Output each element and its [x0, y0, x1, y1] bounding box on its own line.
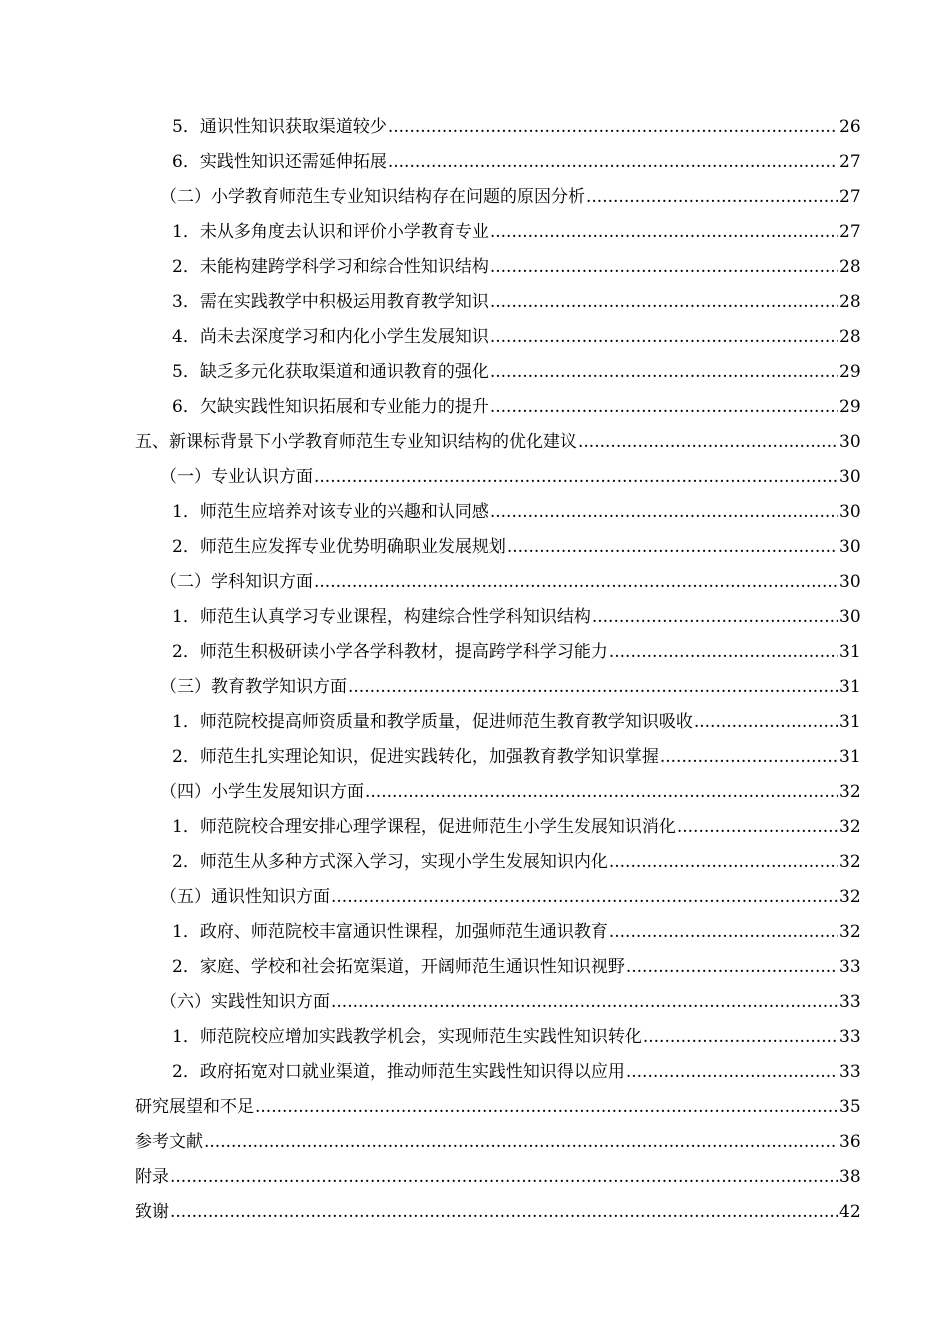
toc-dot-leader: [170, 1195, 838, 1230]
toc-entry[interactable]: [0, 985, 950, 1020]
toc-dot-leader: [331, 985, 838, 1020]
toc-entry-page-number: 27: [839, 152, 861, 172]
toc-entry-page-number: 30: [839, 467, 861, 487]
toc-entry-title: 5．通识性知识获取渠道较少: [172, 117, 387, 137]
toc-entry-title: 4．尚未去深度学习和内化小学生发展知识: [172, 327, 489, 347]
toc-dot-leader: [490, 495, 838, 530]
toc-entry-page-number: 28: [839, 292, 861, 312]
toc-dot-leader: [204, 1125, 838, 1160]
toc-entry-title: 1．师范生认真学习专业课程，构建综合性学科知识结构: [172, 607, 591, 627]
toc-entry[interactable]: [0, 145, 950, 180]
toc-entry[interactable]: [0, 1090, 950, 1125]
toc-entry-page-number: 30: [839, 432, 861, 452]
toc-dot-leader: [490, 355, 838, 390]
toc-entry-title: （五）通识性知识方面: [160, 887, 330, 907]
toc-entry-page-number: 31: [839, 642, 861, 662]
toc-dot-leader: [365, 775, 838, 810]
toc-entry-page-number: 29: [839, 362, 861, 382]
toc-entry-page-number: 32: [839, 852, 861, 872]
toc-entry[interactable]: [0, 390, 950, 425]
toc-entry[interactable]: [0, 530, 950, 565]
toc-entry[interactable]: [0, 705, 950, 740]
toc-entry-page-number: 33: [839, 957, 861, 977]
toc-entry[interactable]: [0, 600, 950, 635]
toc-entry[interactable]: [0, 460, 950, 495]
toc-entry[interactable]: [0, 355, 950, 390]
toc-entry[interactable]: [0, 180, 950, 215]
toc-entry[interactable]: [0, 320, 950, 355]
toc-entry-page-number: 28: [839, 257, 861, 277]
toc-entry-title: 2．师范生应发挥专业优势明确职业发展规划: [172, 537, 506, 557]
toc-entry-title: 致谢: [135, 1202, 169, 1222]
toc-dot-leader: [626, 950, 838, 985]
toc-entry[interactable]: [0, 635, 950, 670]
toc-entry-title: 2．政府拓宽对口就业渠道，推动师范生实践性知识得以应用: [172, 1062, 625, 1082]
toc-entry-title: 6．实践性知识还需延伸拓展: [172, 152, 387, 172]
toc-entry[interactable]: [0, 425, 950, 460]
toc-entry-page-number: 36: [839, 1132, 861, 1152]
toc-entry[interactable]: [0, 285, 950, 320]
toc-dot-leader: [626, 1055, 838, 1090]
toc-dot-leader: [694, 705, 838, 740]
toc-dot-leader: [586, 180, 838, 215]
toc-entry[interactable]: [0, 110, 950, 145]
toc-entry-page-number: 27: [839, 222, 861, 242]
toc-entry[interactable]: [0, 950, 950, 985]
toc-dot-leader: [331, 880, 838, 915]
toc-dot-leader: [609, 915, 838, 950]
toc-entry-title: 附录: [135, 1167, 169, 1187]
toc-entry-title: 2．师范生积极研读小学各学科教材，提高跨学科学习能力: [172, 642, 608, 662]
toc-entry-title: 2．师范生扎实理论知识，促进实践转化，加强教育教学知识掌握: [172, 747, 659, 767]
toc-entry[interactable]: [0, 775, 950, 810]
toc-entry-title: 参考文献: [135, 1132, 203, 1152]
toc-entry-title: （二）小学教育师范生专业知识结构存在问题的原因分析: [160, 187, 585, 207]
toc-entry-title: （二）学科知识方面: [160, 572, 313, 592]
toc-entry[interactable]: [0, 1020, 950, 1055]
toc-dot-leader: [388, 110, 838, 145]
toc-entry[interactable]: [0, 1125, 950, 1160]
toc-dot-leader: [490, 285, 838, 320]
toc-dot-leader: [388, 145, 838, 180]
toc-entry-title: 5．缺乏多元化获取渠道和通识教育的强化: [172, 362, 489, 382]
toc-entry-title: 6．欠缺实践性知识拓展和专业能力的提升: [172, 397, 489, 417]
toc-entry-page-number: 32: [839, 782, 861, 802]
toc-dot-leader: [643, 1020, 838, 1055]
toc-entry-page-number: 32: [839, 922, 861, 942]
toc-dot-leader: [592, 600, 838, 635]
toc-entry[interactable]: [0, 250, 950, 285]
toc-entry-page-number: 33: [839, 992, 861, 1012]
toc-entry-page-number: 31: [839, 677, 861, 697]
toc-dot-leader: [660, 740, 838, 775]
toc-entry-page-number: 32: [839, 887, 861, 907]
toc-entry-title: 2．家庭、学校和社会拓宽渠道，开阔师范生通识性知识视野: [172, 957, 625, 977]
toc-entry-title: 2．师范生从多种方式深入学习，实现小学生发展知识内化: [172, 852, 608, 872]
toc-entry[interactable]: [0, 495, 950, 530]
toc-entry-page-number: 35: [839, 1097, 861, 1117]
toc-dot-leader: [314, 565, 838, 600]
toc-entry-title: 1．政府、师范院校丰富通识性课程，加强师范生通识教育: [172, 922, 608, 942]
toc-entry-page-number: 31: [839, 747, 861, 767]
toc-dot-leader: [490, 250, 838, 285]
table-of-contents: [0, 110, 950, 1230]
toc-dot-leader: [609, 635, 838, 670]
toc-entry-title: 1．师范生应培养对该专业的兴趣和认同感: [172, 502, 489, 522]
toc-entry-page-number: 27: [839, 187, 861, 207]
toc-entry-title: 1．未从多角度去认识和评价小学教育专业: [172, 222, 489, 242]
toc-entry-page-number: 30: [839, 607, 861, 627]
toc-dot-leader: [677, 810, 838, 845]
toc-entry-title: （六）实践性知识方面: [160, 992, 330, 1012]
toc-entry-page-number: 38: [839, 1167, 861, 1187]
toc-entry[interactable]: [0, 670, 950, 705]
toc-dot-leader: [507, 530, 838, 565]
toc-entry-title: （三）教育教学知识方面: [160, 677, 347, 697]
toc-entry-title: 1．师范院校合理安排心理学课程，促进师范生小学生发展知识消化: [172, 817, 676, 837]
toc-dot-leader: [609, 845, 838, 880]
toc-entry-title: （四）小学生发展知识方面: [160, 782, 364, 802]
toc-entry-page-number: 29: [839, 397, 861, 417]
toc-entry[interactable]: [0, 880, 950, 915]
toc-entry-page-number: 32: [839, 817, 861, 837]
toc-entry-page-number: 28: [839, 327, 861, 347]
toc-entry[interactable]: [0, 1055, 950, 1090]
toc-entry-page-number: 31: [839, 712, 861, 732]
toc-entry-page-number: 30: [839, 572, 861, 592]
toc-dot-leader: [255, 1090, 838, 1125]
toc-entry[interactable]: [0, 915, 950, 950]
toc-dot-leader: [578, 425, 838, 460]
toc-dot-leader: [490, 215, 838, 250]
toc-entry-page-number: 33: [839, 1027, 861, 1047]
toc-entry-page-number: 30: [839, 502, 861, 522]
toc-dot-leader: [348, 670, 838, 705]
toc-entry-page-number: 30: [839, 537, 861, 557]
toc-entry-title: 1．师范院校提高师资质量和教学质量，促进师范生教育教学知识吸收: [172, 712, 693, 732]
toc-entry[interactable]: [0, 1195, 950, 1230]
toc-entry[interactable]: [0, 810, 950, 845]
toc-entry-title: 3．需在实践教学中积极运用教育教学知识: [172, 292, 489, 312]
toc-dot-leader: [170, 1160, 838, 1195]
toc-entry[interactable]: [0, 215, 950, 250]
toc-entry-page-number: 33: [839, 1062, 861, 1082]
toc-entry-title: 五、新课标背景下小学教育师范生专业知识结构的优化建议: [135, 432, 577, 452]
toc-entry[interactable]: [0, 1160, 950, 1195]
toc-dot-leader: [490, 320, 838, 355]
toc-entry-page-number: 26: [839, 117, 861, 137]
toc-entry-title: （一）专业认识方面: [160, 467, 313, 487]
toc-entry-title: 1．师范院校应增加实践教学机会，实现师范生实践性知识转化: [172, 1027, 642, 1047]
toc-entry-title: 2．未能构建跨学科学习和综合性知识结构: [172, 257, 489, 277]
toc-entry[interactable]: [0, 845, 950, 880]
toc-entry-title: 研究展望和不足: [135, 1097, 254, 1117]
toc-entry-page-number: 42: [839, 1202, 861, 1222]
toc-dot-leader: [314, 460, 838, 495]
toc-entry[interactable]: [0, 565, 950, 600]
toc-dot-leader: [490, 390, 838, 425]
toc-entry[interactable]: [0, 740, 950, 775]
